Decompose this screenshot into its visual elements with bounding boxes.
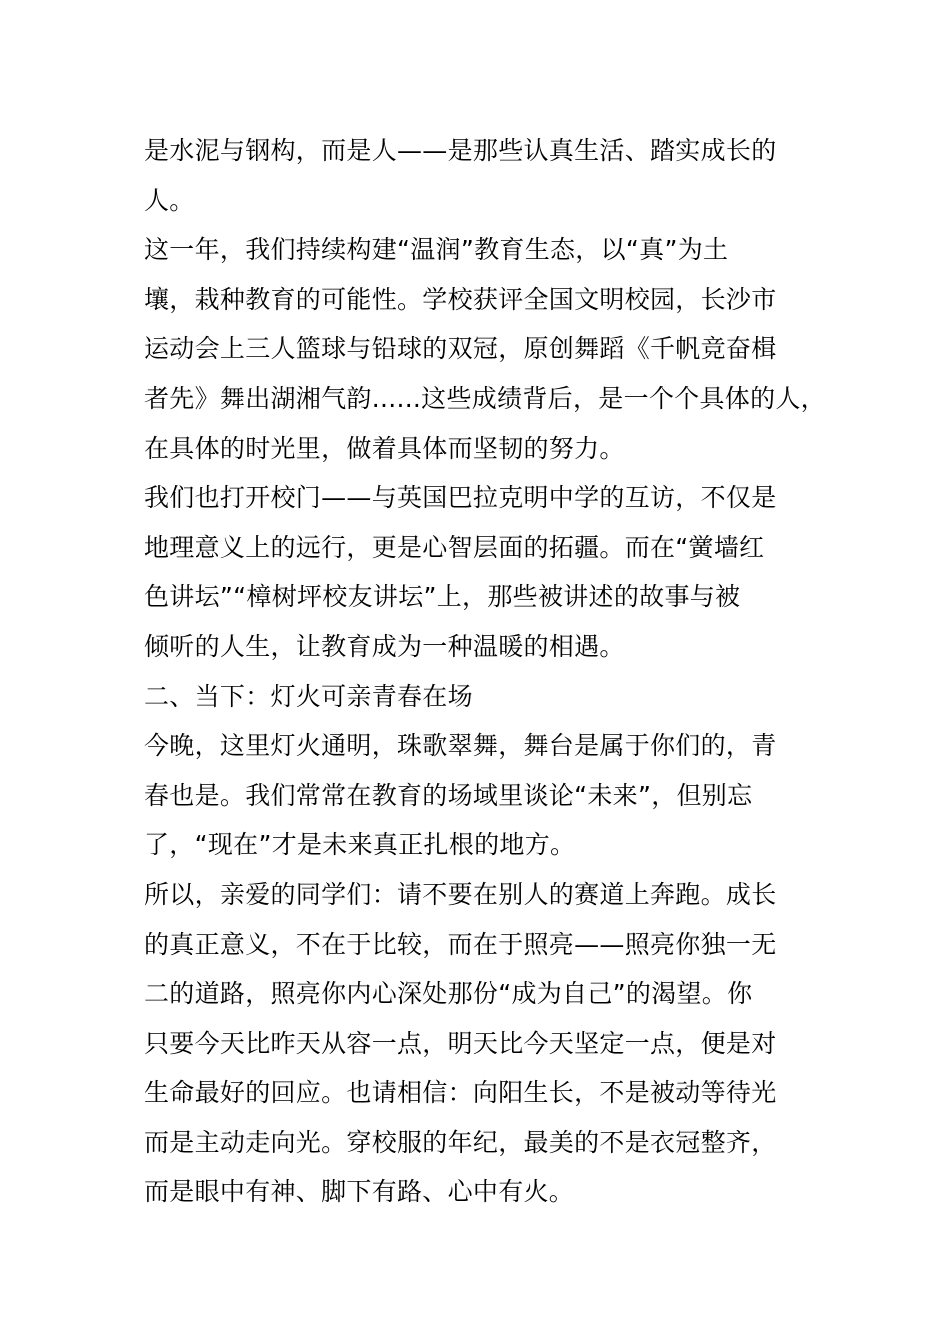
text-line: 者先》舞出湖湘气韵......这些成绩背后，是一个个具体的人， xyxy=(144,383,826,413)
text-line: 而是眼中有神、脚下有路、心中有火。 xyxy=(144,1177,575,1207)
body-text xyxy=(144,126,844,1217)
section-heading: 二、当下：灯火可亲青春在场 xyxy=(144,681,473,711)
text-line: 这一年，我们持续构建“温润”教育生态，以“真”为土 xyxy=(144,235,729,265)
text-line: 二的道路，照亮你内心深处那份“成为自己”的渴望。你 xyxy=(144,979,753,1009)
text-line: 地理意义上的远行，更是心智层面的拓疆。而在“黉墙红 xyxy=(144,532,765,562)
text-line: 色讲坛”“樟树坪校友讲坛”上，那些被讲述的故事与被 xyxy=(144,582,741,612)
text-line: 生命最好的回应。也请相信：向阳生长，不是被动等待光 xyxy=(144,1078,777,1108)
text-line: 而是主动走向光。穿校服的年纪，最美的不是衣冠整齐， xyxy=(144,1127,777,1157)
text-line: 人。 xyxy=(144,185,195,215)
text-line: 今晚，这里灯火通明，珠歌翠舞，舞台是属于你们的，青 xyxy=(144,731,777,761)
text-line: 春也是。我们常常在教育的场域里谈论“未来”，但别忘 xyxy=(144,780,753,810)
text-line: 倾听的人生，让教育成为一种温暖的相遇。 xyxy=(144,631,625,661)
text-line: 了，“现在”才是未来真正扎根的地方。 xyxy=(144,830,576,860)
text-line: 在具体的时光里，做着具体而坚韧的努力。 xyxy=(144,433,625,463)
text-line: 运动会上三人篮球与铅球的双冠，原创舞蹈《千帆竞奋楫 xyxy=(144,334,777,364)
text-line: 我们也打开校门——与英国巴拉克明中学的互访，不仅是 xyxy=(144,483,777,513)
text-line: 只要今天比昨天从容一点，明天比今天坚定一点，便是对 xyxy=(144,1028,777,1058)
text-line: 是水泥与钢构，而是人——是那些认真生活、踏实成长的 xyxy=(144,136,777,165)
text-line: 所以，亲爱的同学们：请不要在别人的赛道上奔跑。成长 xyxy=(144,879,777,909)
text-line: 壤，栽种教育的可能性。学校获评全国文明校园，长沙市 xyxy=(144,284,777,314)
text-line: 的真正意义，不在于比较，而在于照亮——照亮你独一无 xyxy=(144,929,777,959)
